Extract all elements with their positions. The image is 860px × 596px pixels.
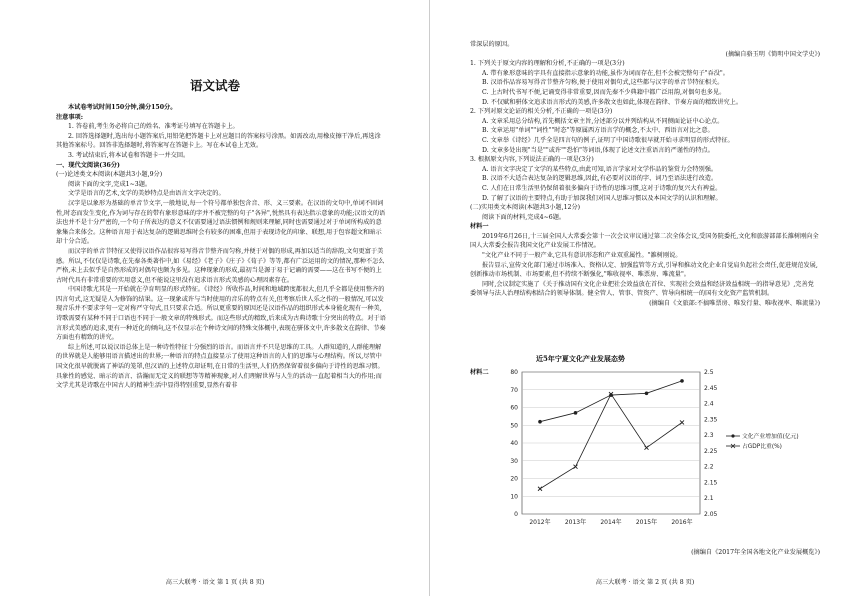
- data-point: [538, 420, 542, 424]
- chart-title: 近5年宁夏文化产业发展态势: [536, 354, 625, 363]
- y-left-tick-label: 70: [510, 386, 518, 394]
- note-item: 3. 考试结束后,将本试卷和答题卡一并交回。: [68, 151, 190, 159]
- note-item: 1. 答卷前,考生务必将自己的姓名、准考证号填写在答题卡上。: [68, 123, 239, 131]
- article-paragraph: 中国诗歌尤其是一开始就在孕育明显的形式特征。《诗经》所收作品,时间和地域跨度都很大,但几乎全都是使用整齐的四言句式,这无疑是人为修饰的结果。这一现象或许与当时使用的音乐的特点有关,但考察后世人乐之作的一般情况,可以发现音乐并不要求字句一定对称严守句式,且只要求合适。所以更重要的原因还是汉语作品的组织形式本身能化现有一种美,诗歌需要有某种不同于口语也不同于一般文章的特殊形式。而这些形式的精致,后来成为古典诗歌十分突出的特点。对于语言形式美感的追求,更有一种近化的倾向,这不仅显示在个种诗文间的特殊文体概中,表现在骈体文中,许多散文在韵律、节奏方面也有精致的讲究。: [56, 286, 386, 342]
- series-line-1: [540, 381, 682, 422]
- legend-label: 文化产业增加值(亿元): [742, 434, 799, 440]
- material-paragraph: 2019年6月26日,十三届全国人大常委会第十一次会议审议通过第二次全体会议,受国务院委托,文化和旅游部部长雒树刚向全国人大常委会报告我国文化产业发展工作情况。: [470, 232, 819, 250]
- option: A. 带有象形意味的字具有直接指示意象的功能,虽作为词而存在,但不会被完整句子"吞没"。: [482, 69, 729, 77]
- legend-marker: [731, 434, 734, 437]
- y-left-tick-label: 0: [514, 511, 518, 518]
- page-footer: 高三大联考 · 语文 第 1 页 (共 8 页): [165, 579, 265, 586]
- option: D. 了解了汉语的主要特点,有助于加深我们对国人思维习惯以及本国文学的认识和理解。: [482, 194, 722, 202]
- option: B. 汉语不大适合表达复杂的逻辑思维,因此,有必要对汉语的字、词乃至语法进行改造。: [482, 175, 718, 183]
- source-note: (摘编自骆玉明《简明中国文学史》): [725, 50, 820, 58]
- option: C. 上古时代书写不便,记诵变得非常重要,因而先秦不少典籍中都广泛用韵,对偶句也多见。: [482, 88, 726, 96]
- sub-heading: (一)论述类文本阅读(本题共3小题,9分): [56, 171, 163, 179]
- x-tick-label: 2016年: [671, 519, 693, 526]
- note-item: 2. 回答选择题时,选出每小题答案后,用铅笔把答题卡上对应题目的答案标号涂黑。如需改动,用橡皮擦干净后,再选涂其他答案标号。回答非选择题时,将答案写在答题卡上。写在本试卷上无效。: [56, 132, 381, 150]
- question-2: 2. 下列对原文论证的相关分析,不正确的一项是(3分): [470, 108, 613, 116]
- option: C. 人们在日常生活里仍保留着很多偏向于诗性的思维习惯,这对于诗歌的复兴大有裨益。: [482, 184, 722, 192]
- source-note: (摘编自《2017年全国各地文化产业发展概览》): [691, 549, 820, 556]
- y-left-tick-label: 80: [510, 369, 518, 376]
- x-tick-label: 2014年: [600, 519, 622, 526]
- y-left-tick-label: 20: [510, 475, 518, 483]
- sub-heading: (二)实用类文本阅读(本题共3小题,12分): [470, 204, 581, 212]
- notes-heading: 注意事项:: [56, 113, 84, 121]
- data-point: [680, 379, 684, 383]
- y-right-tick-label: 2.05: [704, 511, 718, 518]
- data-point: [574, 411, 578, 415]
- instruction: 阅读下面的文字,完成1~3题。: [68, 180, 152, 188]
- y-right-tick-label: 2.35: [704, 416, 718, 424]
- chart-source: [470, 548, 820, 558]
- y-left-tick-label: 50: [510, 422, 518, 430]
- line-chart: [490, 364, 820, 544]
- data-point: [645, 392, 649, 396]
- y-right-tick-label: 2.25: [704, 447, 718, 455]
- right-body-top: [470, 40, 820, 309]
- article-paragraph: 文学是语言的艺术,文学的美妙特点是由语言文字决定的。: [68, 190, 225, 198]
- material-paragraph: "文化产业不同于一般产业,它具有意识形态和产业双重属性。"雒树刚说。: [482, 252, 682, 260]
- y-left-tick-label: 30: [510, 457, 518, 465]
- article-paragraph: 综上所述,可以说汉语总体上是一种诗性特征十分强烈的语言。而语言并不只是思维的工具。人群知道的,人群能理解的世界就是人能够用语言描述出的世界;一种语言的特点直接显示了使用这种语言的人们的思维与心理结构。所以,尽管中国文化很早就脱离了神话的笼罩,但汉语的上述特点却证明,在日常的生活里,人们仍然保留着很多偏向于诗性的思维习惯。具象性的感觉、暗示的语言、浩瀚而无定义的联想等等精神现象,对人们理解世界与人生的活动一直起着相当大的作用;而文学尤其是诗歌在中国古人的精神生活中显得特别重要,显然有着非: [56, 343, 384, 390]
- legend-label: 占GDP比重(%): [742, 444, 782, 450]
- option: B. 汉语作品容易写得音节整齐匀称,便于使用对偶句式,这些都与汉字的单音节特征相关。: [482, 79, 724, 87]
- time-note: 本试卷考试时间150分钟,满分150分。: [68, 104, 177, 111]
- y-left-tick-label: 10: [510, 493, 518, 501]
- y-right-tick-label: 2.2: [704, 463, 714, 471]
- article-paragraph: 汉字是以象形为基础的单音节文字,一般地说,每一个符号都单独包含音、形、义三要素。在汉语的文句中,单词不固词性,时态而发生变化,作为词与存在的带有象形意味的字并不被完整的句子"各异",悦然具有表达指示意象的功能;汉语文的语法也并不是十分严密的,一个句子所表达的意义不仅需要通过语法惯例和规则来理解,同时也需要通过对于单词所构成的意象集合来体会。这种语言用于表达复杂的逻辑思维时会有较多的困难,但用于表现诗化的印象、联想,用于包容超文和暗示却十分合适。: [56, 199, 386, 246]
- y-right-tick-label: 2.1: [704, 495, 714, 503]
- article-continuation: 常深层的原因。: [470, 41, 514, 48]
- left-body: [56, 103, 386, 391]
- option: D. 不仅赋和骈体文追求语言形式的美感,许多散文也如此,体现在韵律、节奏方面的精致讲究上。: [482, 98, 743, 106]
- y-left-tick-label: 40: [510, 440, 518, 447]
- exam-title: 语文试卷: [189, 78, 240, 93]
- y-right-tick-label: 2.5: [704, 369, 714, 376]
- x-tick-label: 2013年: [564, 519, 587, 526]
- y-right-tick-label: 2.4: [704, 400, 714, 408]
- page-footer: 高三大联考 · 语文 第 2 页 (共 8 页): [595, 579, 695, 586]
- instruction: 阅读下面的材料,完成4~6题。: [482, 213, 566, 221]
- y-left-tick-label: 60: [510, 404, 518, 412]
- option: B. 文章运用"单词""词性""时态"等原属西方语言学的概念,不太中、西语言对比之意。: [482, 127, 714, 135]
- y-right-tick-label: 2.3: [704, 432, 714, 440]
- data-point: [680, 420, 684, 424]
- y-right-tick-label: 2.45: [704, 384, 718, 392]
- material-paragraph: 报告显示,宣传文化部门通过市场准入、资格认定、加强监管等方式,引导和推动文化企业自觉肩负起社会责任,促进规范发展,创新推动市场机制、市场要素,但不持续不断强化,"唯收视率、唯票房、唯流量"。: [470, 261, 818, 279]
- option: C. 文章举《诗经》几乎全是四言句的例子,证明了中国诗歌很早就开始寻求明显的形式特征。: [482, 136, 734, 144]
- material-label: 材料一: [470, 223, 489, 231]
- source-note: (摘编自《文旅部:不搞唯票房、唯发行量、唯收视率、唯流量》): [649, 300, 820, 308]
- x-tick-label: 2015年: [635, 519, 658, 526]
- option: A. 语言文字决定了文学的某些特点,由此可知,语言学家对文学作品的鉴赏力会特别强。: [482, 165, 718, 173]
- data-point: [538, 487, 542, 491]
- article-paragraph: 而汉字的单音节特征又使得汉语作品很容易写得音节整齐而匀称,并便于对偶的形成,再加以适当的辞韵,文句更富于美感。所以,不仅仅是诗歌,在先秦各类著作中,如《易经》《老子》《庄子》《荀子》等等,都有广泛运用的文的情况,那种不怎么严格,未上去似乎是自然形成的对偶句也颇为多见。这种现象的形成,最初当是源于易于记诵的需要——这在书写不便的上古时代具有非常重要的实用意义,但不能说这里没有追求语言形式美感的心理因素存在。: [56, 247, 385, 284]
- material-paragraph: 同时,会议制定实施了《关于推动国有文化企业把社会效益放在首位、实现社会效益和经济效益相统一的指导意见》,完善党委领导与法人治理结构相结合的领导体制。健全管人、管事、管资产、管导向相统一的国有文化资产监管机制。: [470, 280, 814, 298]
- option: A. 文章采用总分结构,首先概括文章主旨,分述部分以并列结构从不同侧面论证中心论点。: [482, 117, 724, 125]
- question-1: 1. 下列关于原文内容的理解和分析,不正确的一项是(3分): [470, 60, 625, 68]
- data-point: [645, 446, 649, 450]
- question-3: 3. 根据原文内容,下列说法正确的一项是(3分): [470, 156, 594, 164]
- x-tick-label: 2012年: [529, 519, 551, 526]
- material-label-2: 材料二: [470, 369, 489, 376]
- section-heading: 一、现代文阅读(36分): [56, 161, 120, 169]
- y-right-tick-label: 2.15: [704, 479, 718, 487]
- data-point: [574, 465, 578, 469]
- option: D. 文章多处出现"当是""或许""恐怕"等词语,体现了论述文注重语言的严谨性的特点。: [482, 146, 714, 154]
- series-line-2: [540, 394, 682, 489]
